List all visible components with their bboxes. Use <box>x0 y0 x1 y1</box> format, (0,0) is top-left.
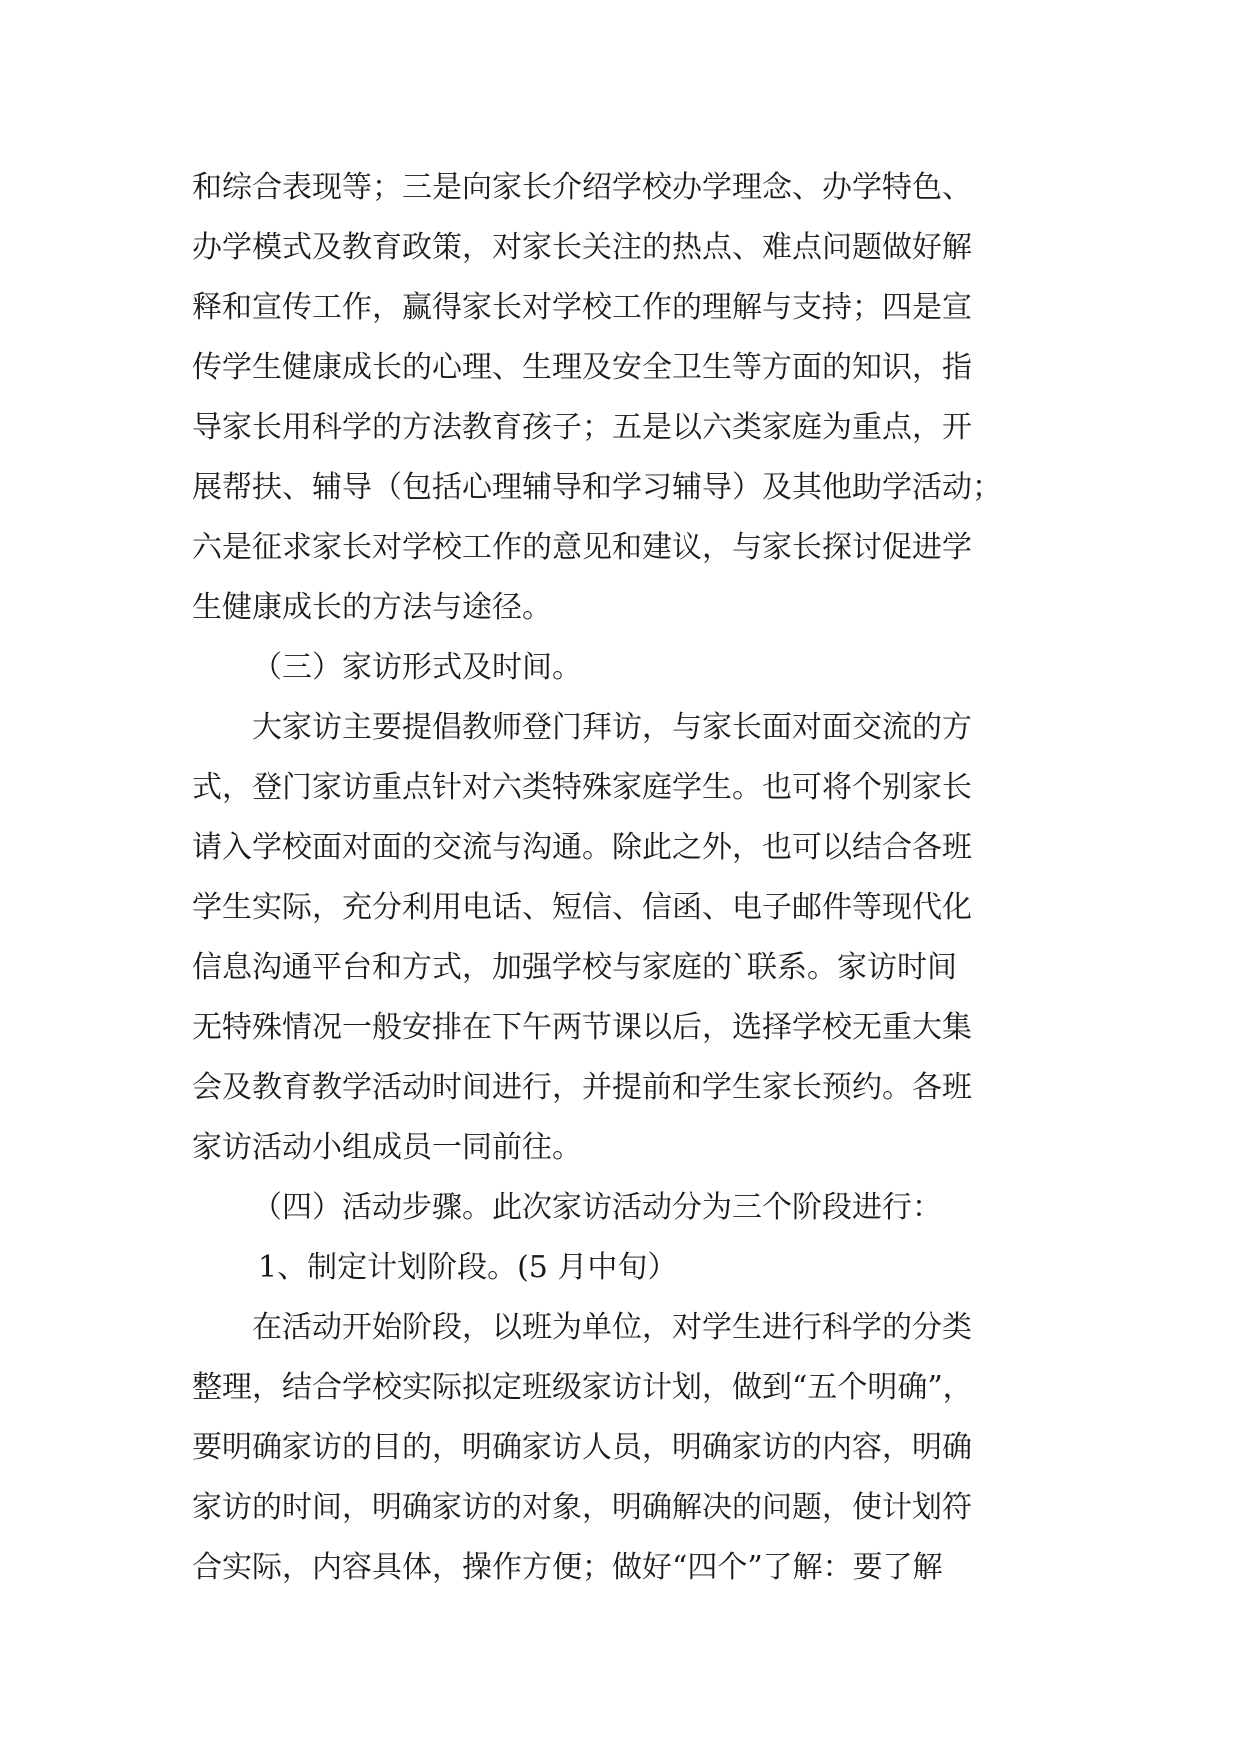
text-line: 要明确家访的目的，明确家访人员，明确家访的内容，明确 <box>192 1430 972 1465</box>
text-line: 会及教育教学活动时间进行，并提前和学生家长预约。各班 <box>192 1070 972 1105</box>
text-line: 家访的时间，明确家访的对象，明确解决的问题，使计划符 <box>192 1490 972 1525</box>
paragraph-start: 在活动开始阶段，以班为单位，对学生进行科学的分类 <box>252 1310 972 1345</box>
text-line: 生健康成长的方法与途径。 <box>192 590 552 625</box>
document-body <box>192 158 1072 1598</box>
paragraph-start: 大家访主要提倡教师登门拜访，与家长面对面交流的方 <box>252 710 972 745</box>
text-line: 导家长用科学的方法教育孩子；五是以六类家庭为重点，开 <box>192 410 972 445</box>
text-line: 合实际，内容具体，操作方便；做好“四个”了解：要了解 <box>192 1550 943 1585</box>
text-line: 六是征求家长对学校工作的意见和建议，与家长探讨促进学 <box>192 530 972 565</box>
text-line: 办学模式及教育政策，对家长关注的热点、难点问题做好解 <box>192 230 972 265</box>
text-line: 和综合表现等；三是向家长介绍学校办学理念、办学特色、 <box>192 170 972 205</box>
text-line: 传学生健康成长的心理、生理及安全卫生等方面的知识，指 <box>192 350 972 385</box>
section-heading: （四）活动步骤。此次家访活动分为三个阶段进行： <box>252 1190 942 1225</box>
text-line: 无特殊情况一般安排在下午两节课以后，选择学校无重大集 <box>192 1010 972 1045</box>
text-line: 家访活动小组成员一同前往。 <box>192 1130 582 1165</box>
text-line: 请入学校面对面的交流与沟通。除此之外，也可以结合各班 <box>192 830 972 865</box>
text-line: 学生实际，充分利用电话、短信、信函、电子邮件等现代化 <box>192 890 972 925</box>
subsection-heading: 1、制定计划阶段。(5 月中旬） <box>258 1250 678 1285</box>
text-line: 展帮扶、辅导（包括心理辅导和学习辅导）及其他助学活动； <box>192 470 1002 505</box>
text-line: 释和宣传工作，赢得家长对学校工作的理解与支持；四是宣 <box>192 290 972 325</box>
text-line: 信息沟通平台和方式，加强学校与家庭的`联系。家访时间 <box>192 950 957 985</box>
section-heading: （三）家访形式及时间。 <box>252 650 582 685</box>
text-line: 式，登门家访重点针对六类特殊家庭学生。也可将个别家长 <box>192 770 972 805</box>
text-line: 整理，结合学校实际拟定班级家访计划，做到“五个明确”， <box>192 1370 973 1405</box>
